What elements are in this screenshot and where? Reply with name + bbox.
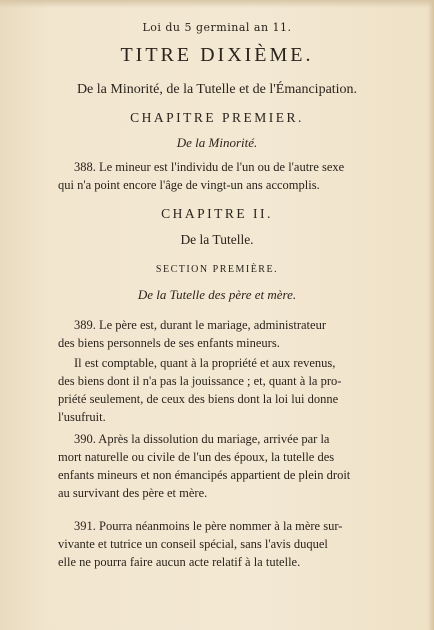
article-line: Il est comptable, quant à la propriété et aux revenus, <box>74 356 336 370</box>
article-line: des biens dont il n'a pas la jouissance ; et, quant à la pro- <box>58 374 342 388</box>
chapter-2-heading: CHAPITRE II. <box>161 206 273 221</box>
article-line: des biens personnels de ses enfants mineurs. <box>58 336 280 350</box>
page-top-shadow <box>0 0 434 8</box>
section-1-subheading: De la Tutelle des père et mère. <box>137 287 297 302</box>
article-389 <box>58 316 420 352</box>
chapter-1-subheading: De la Minorité. <box>176 135 258 150</box>
article-line: 388. Le mineur est l'individu de l'un ou de l'autre sexe <box>74 160 345 174</box>
article-line: priété seulement, de ceux des biens dont la loi lui donne <box>58 392 339 406</box>
article-391 <box>58 517 420 571</box>
article-line: enfants mineurs et non émancipés appartient de plein droit <box>58 468 351 482</box>
article-389-continued <box>58 354 420 426</box>
title-subtitle: De la Minorité, de la Tutelle et de l'Émancipation. <box>76 82 358 97</box>
article-line: elle ne pourra faire aucun acte relatif à la tutelle. <box>58 555 301 569</box>
section-1-heading: SECTION PREMIÈRE. <box>155 264 279 275</box>
article-388 <box>58 158 420 194</box>
article-line: au survivant des père et mère. <box>58 486 208 500</box>
article-line: l'usufruit. <box>58 410 106 424</box>
article-line: 390. Après la dissolution du mariage, arrivée par la <box>74 432 330 446</box>
chapter-2-subheading: De la Tutelle. <box>180 232 254 247</box>
article-line: mort naturelle ou civile de l'un des époux, la tutelle des <box>58 450 335 464</box>
article-390 <box>58 430 420 502</box>
article-line: 389. Le père est, durant le mariage, administrateur <box>74 318 326 332</box>
title-heading: TITRE DIXIÈME. <box>120 44 314 66</box>
article-line: vivante et tutrice un conseil spécial, sans l'avis duquel <box>58 537 328 551</box>
article-line: qui n'a point encore l'âge de vingt-un ans accomplis. <box>58 178 320 192</box>
chapter-1-heading: CHAPITRE PREMIER. <box>130 110 304 125</box>
article-line: 391. Pourra néanmoins le père nommer à la mère sur- <box>74 519 343 533</box>
running-head: Loi du 5 germinal an 11. <box>142 21 292 34</box>
